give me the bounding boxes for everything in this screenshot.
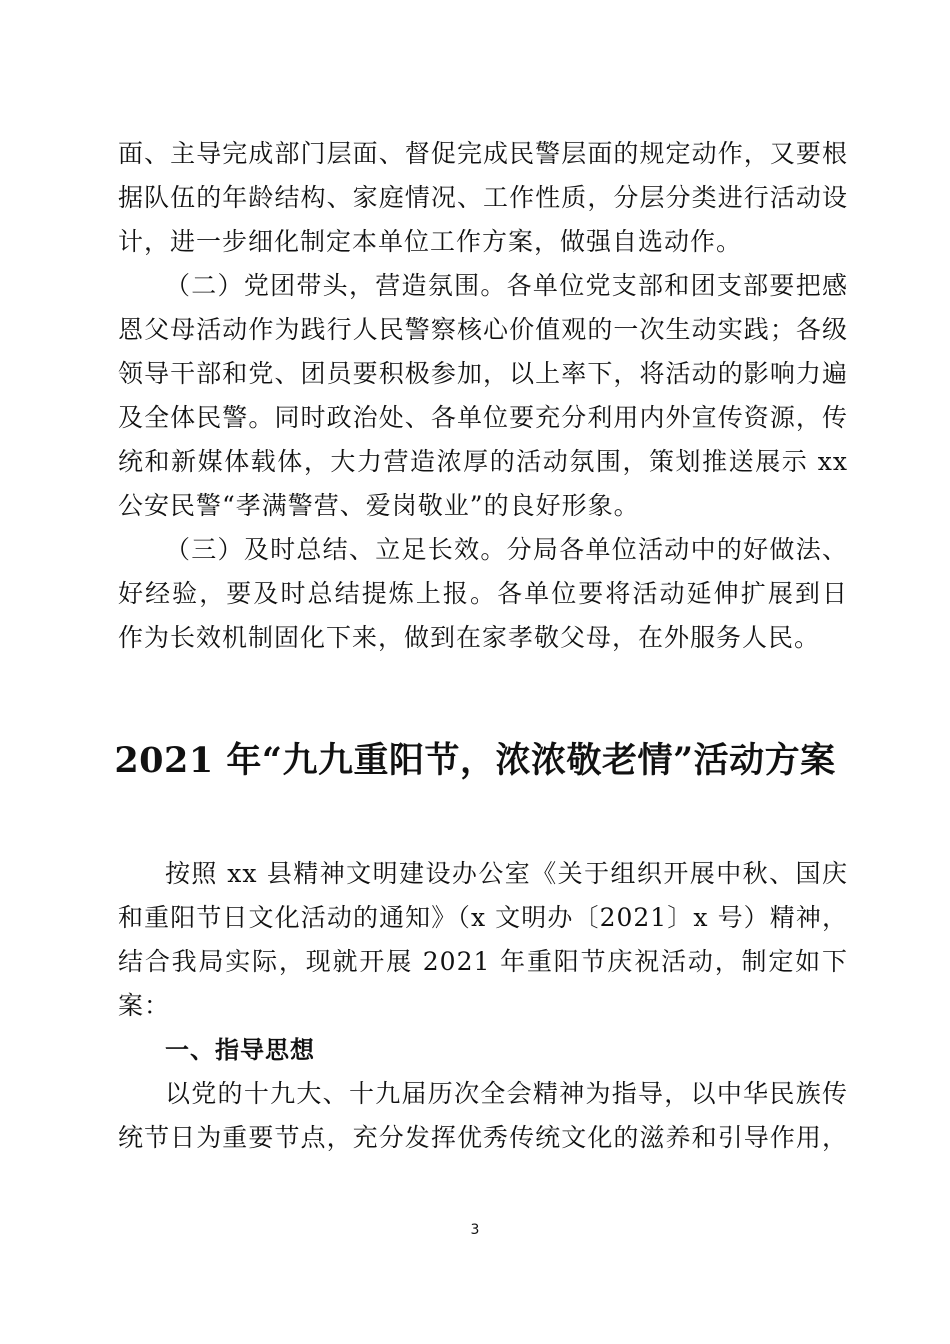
body-line: 恩父母活动作为践行人民警察核心价值观的一次生动实践；各级 (118, 315, 848, 344)
body-line: 统和新媒体载体，大力营造浓厚的活动氛围，策划推送展示 xx (118, 447, 848, 476)
section-heading-guideline: 一、指导思想 (165, 1036, 315, 1064)
body-line: 面、主导完成部门层面、督促完成民警层面的规定动作，又要根 (118, 139, 848, 168)
body-line: 作为长效机制固化下来，做到在家孝敬父母，在外服务人民。 (118, 623, 821, 652)
guideline-line: 以党的十九大、十九届历次全会精神为指导，以中华民族传 (165, 1079, 848, 1108)
body-line: 据队伍的年龄结构、家庭情况、工作性质，分层分类进行活动设 (118, 183, 848, 212)
plan-intro-line: 结合我局实际，现就开展 2021 年重阳节庆祝活动，制定如下 (118, 947, 848, 976)
body-line: 计，进一步细化制定本单位工作方案，做强自选动作。 (118, 227, 743, 256)
body-line: 公安民警“孝满警营、爱岗敬业”的良好形象。 (118, 491, 640, 520)
section-three-paragraph-line: （三）及时总结、立足长效。分局各单位活动中的好做法、 (165, 535, 848, 564)
section-two-paragraph-line: （二）党团带头，营造氛围。各单位党支部和团支部要把感 (165, 271, 848, 300)
plan-intro-line: 和重阳节日文化活动的通知》（x 文明办〔2021〕x 号）精神， (118, 903, 848, 932)
body-line: 领导干部和党、团员要积极参加，以上率下，将活动的影响力遍 (118, 359, 848, 388)
guideline-line: 统节日为重要节点，充分发挥优秀传统文化的滋养和引导作用， (118, 1123, 848, 1152)
document-title: 2021 年“九九重阳节，浓浓敬老情”活动方案 (114, 740, 836, 781)
plan-intro-line: 案： (118, 991, 171, 1020)
body-line: 好经验，要及时总结提炼上报。各单位要将活动延伸扩展到日 (118, 579, 848, 608)
body-line: 及全体民警。同时政治处、各单位要充分利用内外宣传资源，传 (118, 403, 848, 432)
plan-intro-line: 按照 xx 县精神文明建设办公室《关于组织开展中秋、国庆 (165, 859, 848, 888)
page-number: 3 (470, 1222, 480, 1238)
